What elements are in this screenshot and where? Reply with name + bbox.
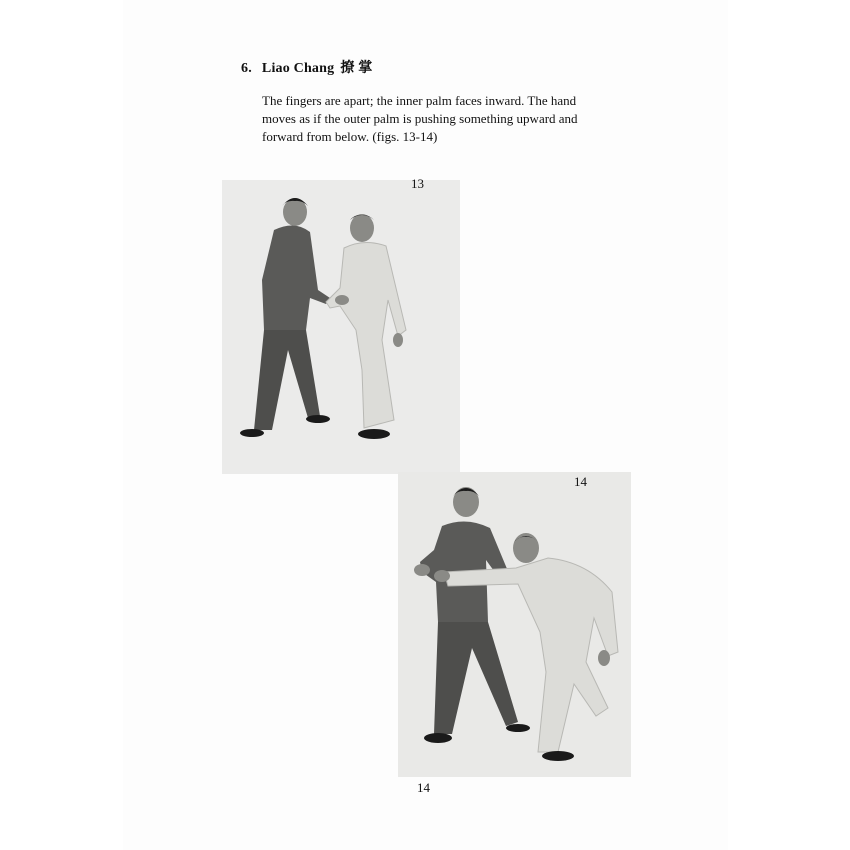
light-robed-figure	[326, 214, 406, 439]
figure-14-photo	[398, 472, 631, 777]
figure-13-photo	[222, 180, 460, 474]
section-title-chinese: 撩 掌	[340, 61, 373, 76]
figure-14-label: 14	[574, 474, 587, 489]
dark-robed-figure	[240, 198, 330, 437]
body-line: forward from below. (figs. 13-14)	[262, 129, 438, 144]
section-heading	[241, 57, 372, 77]
body-line: moves as if the outer palm is pushing something upward and	[262, 111, 578, 126]
section-title: Liao Chang	[261, 61, 335, 76]
body-paragraph	[262, 92, 602, 146]
section-number: 6.	[241, 61, 252, 76]
body-line: The fingers are apart; the inner palm faces inward. The hand	[262, 93, 577, 108]
figure-13-label: 13	[411, 176, 424, 191]
dark-robed-figure	[414, 487, 530, 743]
page-number: 14	[417, 780, 430, 795]
